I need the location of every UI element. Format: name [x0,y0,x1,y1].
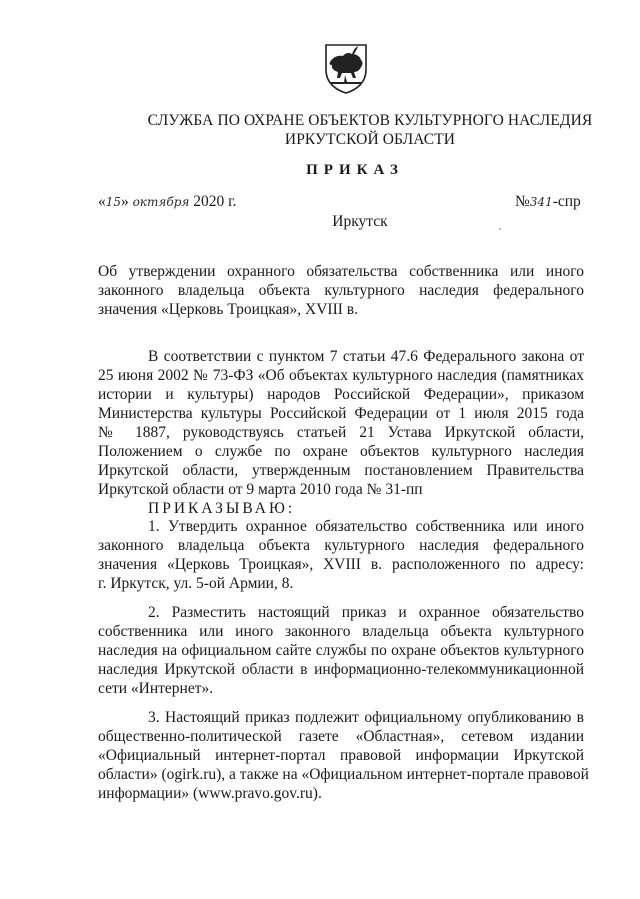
text-line: информации» (www.pravo.gov.ru). [98,785,322,802]
text-line: «Официальный интернет-портал правовой информации Иркутской [98,747,584,764]
text-line: г. Иркутск, ул. 5-ой Армии, 8. [98,575,294,592]
text-line: истории и культуры) народов Российской Федерации», приказом [98,386,584,403]
scan-speck [499,228,501,230]
order-item-1 [98,517,584,593]
text-line: 1. Утвердить охранное обязательство собственника или иного [148,518,584,535]
number-suffix: -спр [552,193,581,210]
organization-name-line1: СЛУЖБА ПО ОХРАНЕ ОБЪЕКТОВ КУЛЬТУРНОГО НАСЛЕДИЯ [147,112,593,129]
order-heading: ПРИКАЗЫВАЮ: [148,500,296,517]
text-line: В соответствии с пунктом 7 статьи 47.6 Федерального закона от [148,348,584,365]
text-line: 3. Настоящий приказ подлежит официальному опубликованию в [148,709,584,726]
subject-line: законного владельца объекта культурного наследия федерального [98,282,584,299]
document-type-title: ПРИКАЗ [306,162,404,178]
date-quote-close: » [121,193,129,210]
preamble-paragraph [98,347,584,499]
text-line: законного владельца объекта культурного наследия федерального [98,537,584,554]
document-subject [98,262,584,319]
organization-name-line2: ИРКУТСКОЙ ОБЛАСТИ [284,131,456,148]
text-line: значения «Церковь Троицкая», XVIII в. расположенного по адресу: [98,556,584,573]
text-line: наследия Иркутской области в информационно-телекоммуникационной [98,661,584,678]
number-prefix: № [515,193,530,210]
text-line: 25 июня 2002 № 73-ФЗ «Об объектах культурного наследия (памятниках [98,367,584,384]
text-line: сети «Интернет». [98,680,214,697]
city-name: Иркутск [332,213,388,230]
subject-line: Об утверждении охранного обязательства собственника или иного [98,263,584,280]
text-line: наследия на официальном сайте службы по охране объектов культурного [98,642,584,659]
text-line: 2. Разместить настоящий приказ и охранное обязательство [148,604,584,621]
order-item-3 [98,708,589,803]
text-line: общественно-политической газете «Областная», сетевом издании [98,728,584,745]
text-line: собственника или иного законного владельца объекта культурного [98,623,584,640]
document-date [98,193,237,211]
date-day-handwritten: 15 [105,195,122,209]
order-item-2 [98,603,584,698]
date-quote-open: « [98,193,106,210]
text-line: области» (ogirk.ru), а также на «Официальном интернет-портале правовой [98,766,589,783]
subject-line: значения «Церковь Троицкая», XVIII в. [98,301,358,318]
document-number [515,193,581,211]
number-handwritten: 341 [529,195,553,209]
date-month-handwritten: октября [132,195,190,209]
text-line: Иркутской области от 9 марта 2010 года № 31-пп [98,481,423,498]
text-line: № 1887, руководствуясь статьей 21 Устава Иркутской области, [98,424,584,441]
text-line: Иркутской области, утвержденным постановлением Правительства [98,462,584,479]
coat-of-arms-icon [323,42,369,94]
date-year: 2020 г. [193,193,237,210]
text-line: Положением о службе по охране объектов культурного наследия [98,443,584,460]
text-line: Министерства культуры Российской Федерации от 1 июля 2015 года [98,405,584,422]
